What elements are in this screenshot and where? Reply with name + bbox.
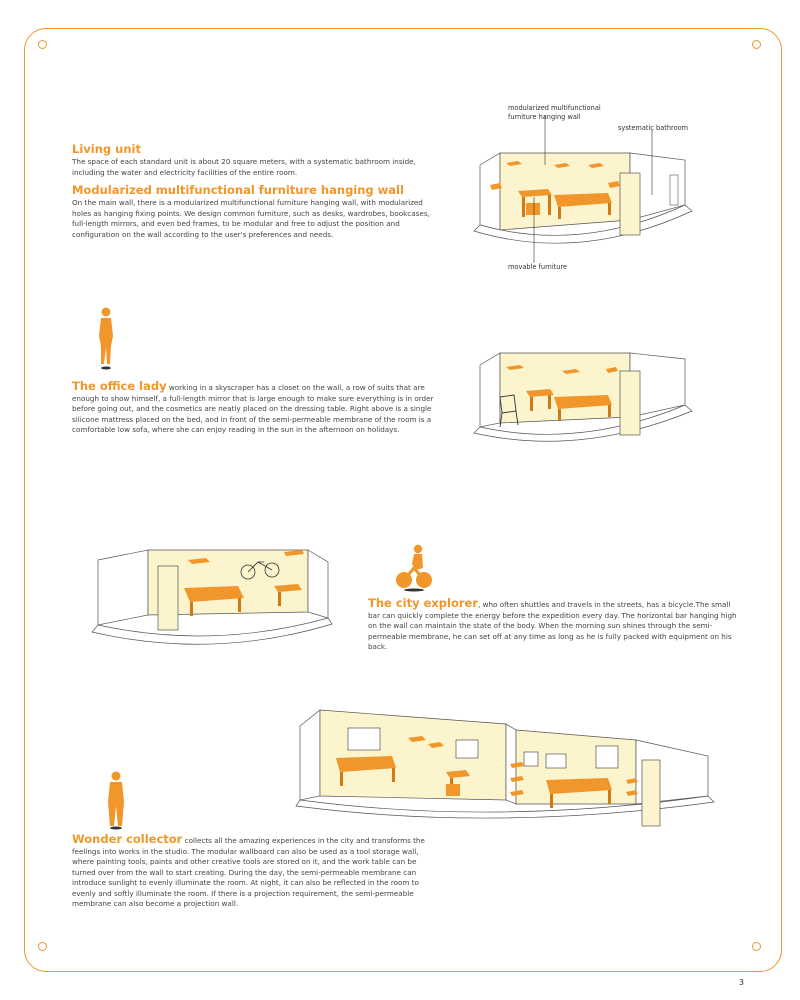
city-explorer-figure-icon bbox=[394, 544, 434, 592]
corner-dot-top-left bbox=[38, 40, 47, 49]
corner-dot-bottom-left bbox=[38, 942, 47, 951]
wonder-collector-paragraph bbox=[72, 834, 432, 910]
room-diagram-wonder-collector bbox=[296, 700, 716, 825]
label-bathroom: systematic bathroom bbox=[618, 124, 689, 132]
room-diagram-city-explorer bbox=[88, 540, 328, 655]
wonder-collector-section bbox=[72, 834, 432, 910]
office-lady-paragraph bbox=[72, 381, 440, 436]
office-lady-title: The office lady bbox=[72, 379, 167, 393]
city-explorer-title: The city explorer bbox=[368, 596, 479, 610]
label-movable: movable furniture bbox=[508, 263, 568, 271]
room-diagram-base bbox=[470, 135, 710, 260]
living-unit-section bbox=[72, 143, 432, 178]
corner-dot-bottom-right bbox=[752, 942, 761, 951]
city-explorer-paragraph bbox=[368, 598, 740, 653]
modular-wall-title: Modularized multifunctional furniture hanging wall bbox=[72, 183, 404, 197]
modular-wall-section bbox=[72, 184, 432, 240]
office-lady-figure-icon bbox=[92, 306, 122, 370]
wonder-collector-figure-icon bbox=[104, 770, 130, 830]
corner-dot-top-right bbox=[752, 40, 761, 49]
label-hanging-wall: modularized multifunctional furniture hanging wall bbox=[508, 104, 601, 121]
office-lady-section bbox=[72, 381, 440, 436]
modular-wall-body: On the main wall, there is a modularized multifunctional furniture hanging wall, with modularized holes as hanging fixing points. We design common furniture, such as desks, wardrobes, bookcases, full-length mirrors, and even bed frames, to be modular and free to adjust the position and configuration on the wall according to the user's preferences and needs. bbox=[72, 198, 430, 239]
living-unit-title: Living unit bbox=[72, 142, 141, 156]
office-lady-body: working in a skyscraper has a closet on the wall, a row of suits that are enough to show himself, a full-length mirror that is large enough to make sure everything is in order before going out, and the cosmetics are neatly placed on the dressing table. Right above is a single silicone mattress placed on the bed, and in front of the semi-permeable membrane of the room is a comfortable low sofa, where she can enjoy reading in the sun in the afternoon on holidays. bbox=[72, 383, 434, 434]
page-number: 3 bbox=[738, 978, 744, 987]
wonder-collector-title: Wonder collector bbox=[72, 832, 183, 846]
city-explorer-body: , who often shuttles and travels in the streets, has a bicycle.The small bar can quickly complete the energy before the expedition every day. The horizontal bar hanging high on the wall can maintain the state of the body. When the morning sun shines through the semi-permeable membrane, he can set off at any time as long as he is fully packed with equipment on his back. bbox=[368, 600, 737, 651]
room-diagram-office-lady bbox=[470, 345, 710, 455]
wonder-collector-body: collects all the amazing experiences in the city and transforms the feelings into works in the studio. The modular wallboard can also be used as a tool storage wall, where painting tools, paints and other creative tools are stored on it, and the work table can be turned over from the wall to start creating. During the day, the semi-permeable membrane can introduce sunlight to evenly illuminate the room. At night, it can also be reflected in the room to evenly and softly illuminate the room. If there is a projection requirement, the semi-permeable membrane can also become a projection wall. bbox=[72, 836, 425, 908]
living-unit-body: The space of each standard unit is about 20 square meters, with a systematic bathroom inside, including the water and electricity facilities of the entire room. bbox=[72, 157, 416, 177]
city-explorer-section bbox=[368, 598, 740, 653]
